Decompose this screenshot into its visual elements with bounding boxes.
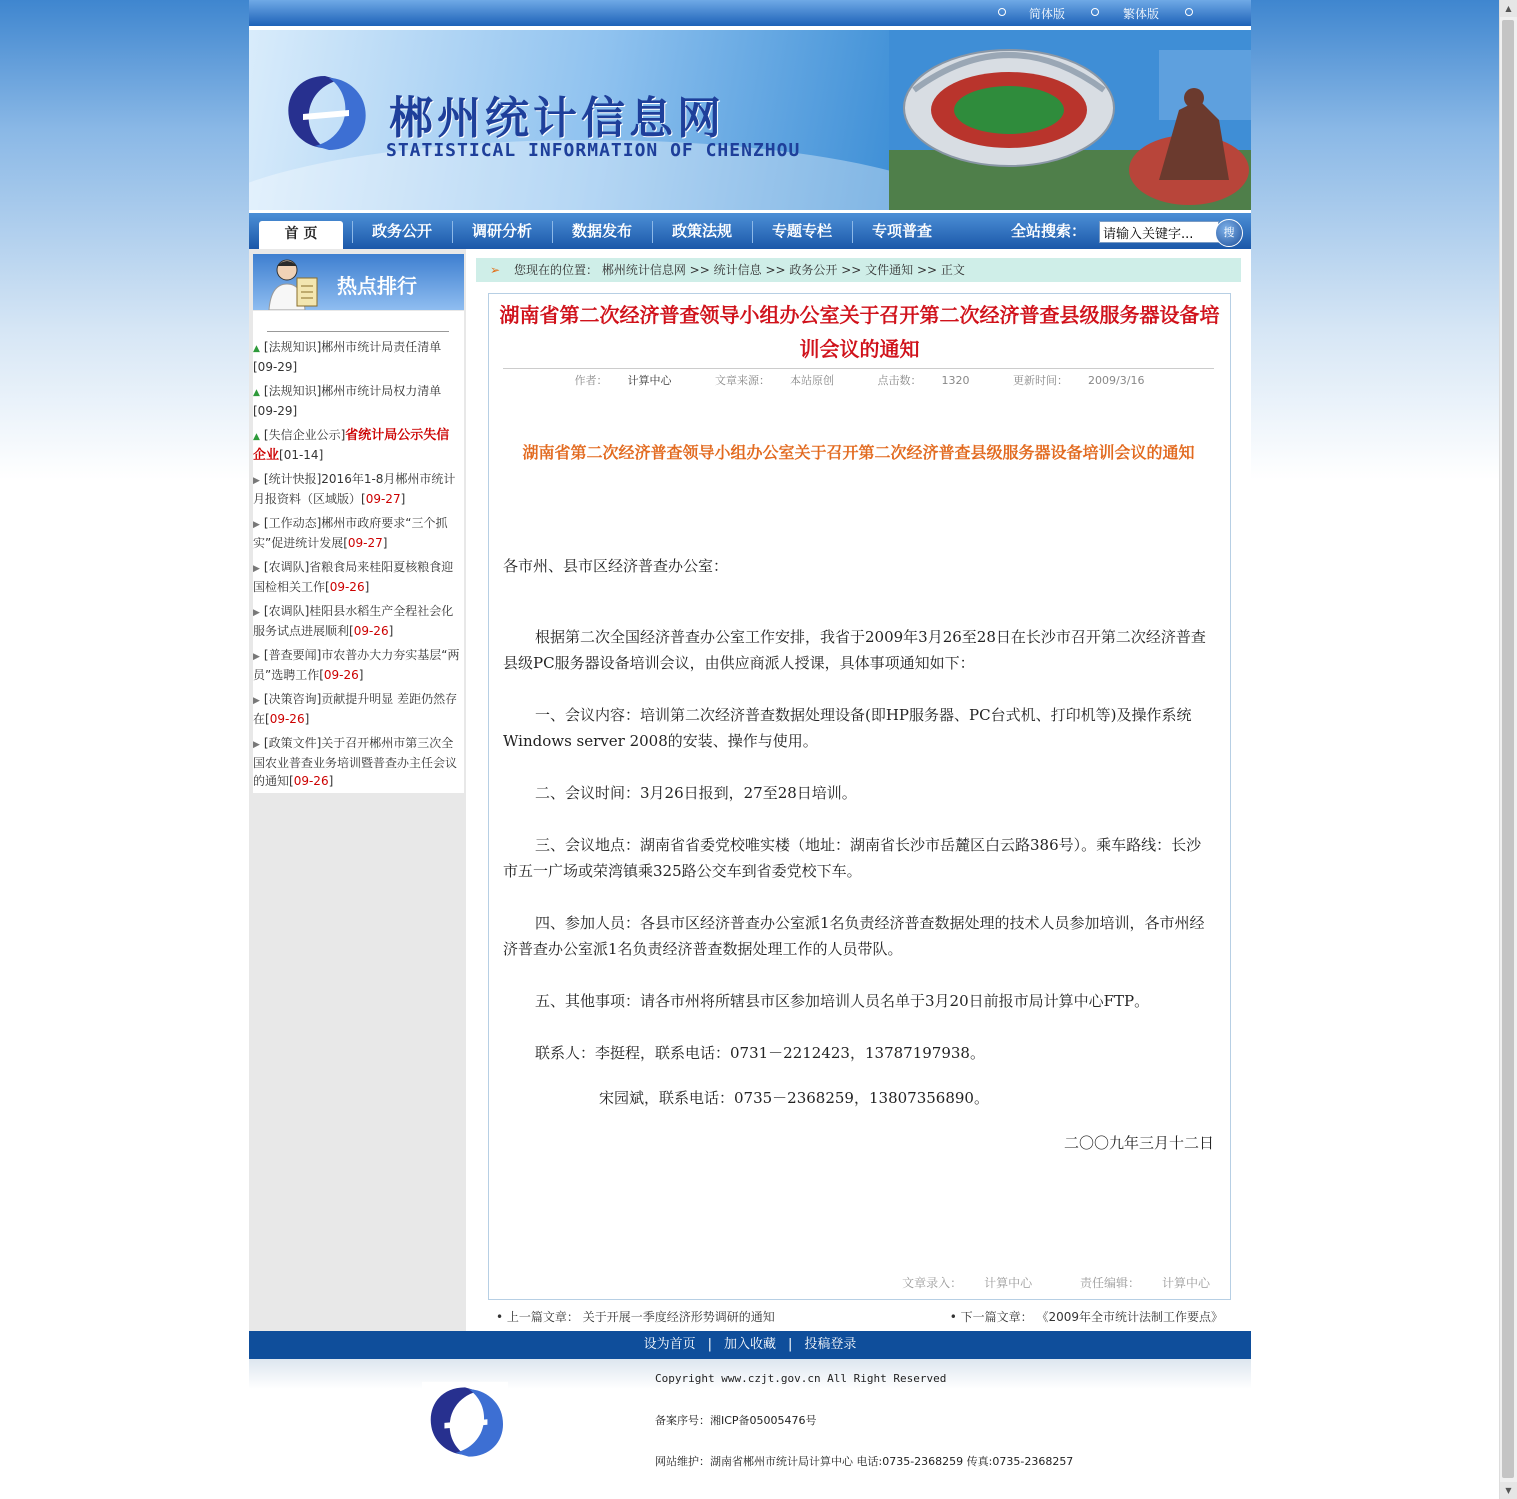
- breadcrumb-link[interactable]: 文件通知: [865, 263, 914, 277]
- meta-label: 文章来源：: [715, 374, 771, 387]
- stadium-image: [889, 30, 1251, 210]
- list-item[interactable]: [253, 382, 461, 420]
- article-panel: [488, 293, 1231, 1300]
- search-input[interactable]: [1099, 221, 1219, 243]
- list-item-date: 09-26: [269, 712, 305, 726]
- triangle-right-icon: ▶: [253, 520, 260, 530]
- triangle-right-icon: ▶: [253, 696, 260, 706]
- search-button[interactable]: 搜: [1215, 219, 1243, 247]
- footer: [249, 1359, 1251, 1480]
- triangle-right-icon: ▶: [253, 652, 260, 662]
- next-label: 下一篇文章：: [960, 1310, 1033, 1324]
- article-paragraph: 五、其他事项：请各市州将所辖县市区参加培训人员名单于3月20日前报市局计算中心FTP。: [535, 992, 1150, 1010]
- triangle-right-icon: ▶: [253, 740, 260, 750]
- list-item-title[interactable]: [农调队]桂阳县水稻生产全程社会化服务试点进展顺利: [253, 604, 454, 638]
- list-item-date: 09-26: [353, 624, 389, 638]
- list-item-title[interactable]: [法规知识]郴州市统计局权力清单: [263, 384, 442, 398]
- next-article[interactable]: [950, 1308, 1223, 1325]
- sidebar-header: [253, 254, 464, 310]
- simplified-link[interactable]: 简体版: [1029, 7, 1066, 21]
- article-salutation: 各市州、县市区经济普查办公室：: [503, 557, 729, 575]
- nav-research[interactable]: 调研分析: [471, 222, 532, 240]
- header-banner: [249, 30, 1251, 210]
- list-item-title[interactable]: [工作动态]郴州市政府要求“三个抓实”促进统计发展: [253, 516, 448, 550]
- source-value: 本站原创: [790, 374, 835, 387]
- divider: [503, 368, 1214, 369]
- breadcrumb-current: 正文: [940, 263, 965, 277]
- list-item[interactable]: ▶ [统计快报]2016年1-8月郴州市统计月报资料（区域版）[09-27]: [253, 472, 456, 506]
- list-item-title[interactable]: [政策文件]关于召开郴州市第三次全国农业普查业务培训暨普查办主任会议的通知: [253, 736, 458, 788]
- list-item-date: 09-26: [329, 580, 365, 594]
- article-paragraph: 根据第二次全国经济普查办公室工作安排，我省于2009年3月26至28日在长沙市召开第二次经济普查县级PC服务器设备培训会议，由供应商派人授课，具体事项通知如下：: [503, 628, 1206, 672]
- triangle-right-icon: ▶: [253, 608, 260, 618]
- maintenance-text: 网站维护：湖南省郴州市统计局计算中心 电话:0735-2368259 传真:0735-2368257: [655, 1455, 1074, 1468]
- article-footer: [858, 1274, 1210, 1291]
- list-item[interactable]: ▶ [普查要闻]市农普办大力夯实基层“两员”选聘工作[09-26]: [253, 648, 460, 682]
- site-logo-icon: [279, 70, 371, 156]
- list-item[interactable]: ▶ [政策文件]关于召开郴州市第三次全国农业普查业务培训暨普查办主任会议的通知[09-26]: [253, 736, 458, 788]
- entry-label: 文章录入：: [902, 1276, 963, 1290]
- bullet-icon: •: [949, 1310, 957, 1324]
- site-title: 郴州统计信息网: [389, 93, 725, 144]
- meta-label: 更新时间：: [1013, 374, 1069, 387]
- article-paragraph: 三、会议地点：湖南省省委党校唯实楼（地址：湖南省长沙市岳麓区白云路386号）。乘车路线：长沙市五一广场或荣湾镇乘325路公交车到省委党校下车。: [503, 836, 1202, 880]
- list-item-title[interactable]: [失信企业公示]: [263, 428, 346, 442]
- list-item[interactable]: ▶ [农调队]桂阳县水稻生产全程社会化服务试点进展顺利[09-26]: [253, 604, 454, 638]
- icp-label: 备案序号：: [655, 1414, 710, 1427]
- traditional-link[interactable]: 繁体版: [1123, 7, 1160, 21]
- sidebar-title: 热点排行: [337, 274, 417, 298]
- footer-links: 设为首页 | 加入收藏 | 投稿登录: [249, 1331, 1251, 1359]
- list-item[interactable]: ▶ [决策咨询]贡献提升明显 差距仍然存在[09-26]: [253, 692, 458, 726]
- list-item-date: [01-14]: [279, 448, 324, 462]
- list-item[interactable]: ▶ [工作动态]郴州市政府要求“三个抓实”促进统计发展[09-27]: [253, 516, 448, 550]
- bullet-icon: •: [496, 1310, 504, 1324]
- submit-login-link[interactable]: 投稿登录: [804, 1337, 857, 1352]
- list-item-highlight[interactable]: 省统计局公示失信企业: [253, 428, 450, 463]
- breadcrumb-link[interactable]: 郴州统计信息网: [601, 263, 686, 277]
- scroll-down-icon[interactable]: ▼: [1500, 1482, 1517, 1499]
- author-value: 计算中心: [627, 374, 672, 387]
- search-label: 全站搜索：: [1011, 222, 1087, 240]
- main-nav: [249, 213, 1251, 249]
- set-homepage-link[interactable]: 设为首页: [643, 1337, 696, 1352]
- list-item[interactable]: [253, 426, 461, 465]
- article-date: 二〇〇九年三月十二日: [1063, 1134, 1214, 1152]
- list-item-title[interactable]: [农调队]省粮食局来桂阳夏核粮食迎国检相关工作: [253, 560, 454, 594]
- sidebar: [249, 249, 466, 1331]
- list-item-title[interactable]: [统计快报]2016年1-8月郴州市统计月报资料（区域版）: [253, 472, 456, 506]
- list-item-title[interactable]: [普查要闻]市农普办大力夯实基层“两员”选聘工作: [253, 648, 460, 682]
- list-item-date: 09-26: [293, 774, 329, 788]
- breadcrumb-link[interactable]: 统计信息: [713, 263, 762, 277]
- list-item-date: 09-27: [347, 536, 383, 550]
- prev-article[interactable]: [496, 1308, 775, 1325]
- contact-line: 联系人：李挺程，联系电话：0731－2212423，13787197938。: [535, 1044, 985, 1062]
- scroll-up-icon[interactable]: ▲: [1500, 0, 1517, 17]
- article-meta: [489, 372, 1230, 388]
- icp-text: [655, 1412, 817, 1428]
- article-title: 湖南省第二次经济普查领导小组办公室关于召开第二次经济普查县级服务器设备培训会议的通知: [499, 303, 1220, 361]
- triangle-up-icon: ▲: [253, 344, 260, 354]
- breadcrumb-link[interactable]: 政务公开: [789, 263, 838, 277]
- list-item-title[interactable]: [决策咨询]贡献提升明显 差距仍然存在: [253, 692, 458, 726]
- breadcrumb-trail: 您现在的位置： 郴州统计信息网 >> 统计信息 >> 政务公开 >> 文件通知 >> 正文: [514, 263, 965, 277]
- prev-label: 上一篇文章：: [506, 1310, 579, 1324]
- list-item-date: 09-27: [365, 492, 401, 506]
- nav-census[interactable]: 专项普查: [871, 222, 932, 240]
- next-link[interactable]: 《2009年全市统计法制工作要点》: [1036, 1310, 1223, 1324]
- triangle-right-icon: ▶: [253, 564, 260, 574]
- page-container: [249, 0, 1251, 1480]
- nav-gov-affairs[interactable]: 政务公开: [371, 222, 432, 240]
- scrollbar-thumb[interactable]: [1502, 20, 1514, 1478]
- article-paragraph: 四、参加人员：各县市区经济普查办公室派1名负责经济普查数据处理的技术人员参加培训，各市州经济普查办公室派1名负责经济普查数据处理工作的人员带队。: [503, 914, 1205, 958]
- nav-home[interactable]: 首 页: [259, 221, 343, 249]
- nav-special-topics[interactable]: 专题专栏: [771, 222, 832, 240]
- bullet-icon: [1091, 8, 1099, 16]
- hot-list: [253, 311, 464, 793]
- editor-label: 责任编辑：: [1079, 1276, 1140, 1290]
- user-clipboard-icon: [265, 256, 321, 310]
- arrow-right-icon: ➢: [490, 263, 501, 277]
- top-bar: [249, 0, 1251, 26]
- breadcrumb-lead: 您现在的位置：: [514, 263, 599, 277]
- breadcrumb: [476, 258, 1241, 282]
- list-item[interactable]: ▶ [农调队]省粮食局来桂阳夏核粮食迎国检相关工作[09-26]: [253, 560, 454, 594]
- bullet-icon: [1185, 8, 1193, 16]
- list-item-date: 09-26: [323, 668, 359, 682]
- triangle-right-icon: ▶: [253, 476, 260, 486]
- nav-data-release[interactable]: 数据发布: [571, 222, 632, 240]
- article-paragraph: 二、会议时间：3月26日报到，27至28日培训。: [535, 784, 857, 802]
- add-favorite-link[interactable]: 加入收藏: [723, 1337, 776, 1352]
- list-item-date: [09-29]: [253, 360, 298, 374]
- bullet-icon: [998, 8, 1006, 16]
- copyright-text: Copyright www.czjt.gov.cn All Right Reserved: [655, 1372, 947, 1385]
- article-subtitle: 湖南省第二次经济普查领导小组办公室关于召开第二次经济普查县级服务器设备培训会议的通知: [522, 443, 1195, 462]
- article-paragraph: 一、会议内容：培训第二次经济普查数据处理设备(即HP服务器、PC台式机、打印机等)及操作系统Windows server 2008的安装、操作与使用。: [503, 706, 1192, 750]
- triangle-up-icon: ▲: [253, 432, 260, 442]
- meta-label: 点击数：: [877, 374, 922, 387]
- list-item[interactable]: [253, 338, 461, 376]
- entry-value: 计算中心: [984, 1276, 1033, 1290]
- divider: [267, 331, 449, 332]
- contact-line: 宋园斌，联系电话：0735－2368259，13807356890。: [599, 1089, 989, 1107]
- site-subtitle: STATISTICAL INFORMATION OF CHENZHOU: [386, 140, 801, 161]
- list-item-date: [09-29]: [253, 404, 298, 418]
- list-item-title[interactable]: [法规知识]郴州市统计局责任清单: [263, 340, 442, 354]
- prev-link[interactable]: 关于开展一季度经济形势调研的通知: [582, 1310, 775, 1324]
- editor-value: 计算中心: [1161, 1276, 1210, 1290]
- clicks-value: 1320: [941, 374, 970, 387]
- icp-value[interactable]: 湘ICP备05005476号: [710, 1414, 817, 1427]
- meta-label: 作者：: [574, 374, 608, 387]
- updated-value: 2009/3/16: [1088, 374, 1145, 387]
- page-scrollbar[interactable]: [1499, 0, 1517, 1499]
- triangle-up-icon: ▲: [253, 388, 260, 398]
- nav-policy[interactable]: 政策法规: [671, 222, 732, 240]
- footer-logo-icon: [422, 1379, 508, 1465]
